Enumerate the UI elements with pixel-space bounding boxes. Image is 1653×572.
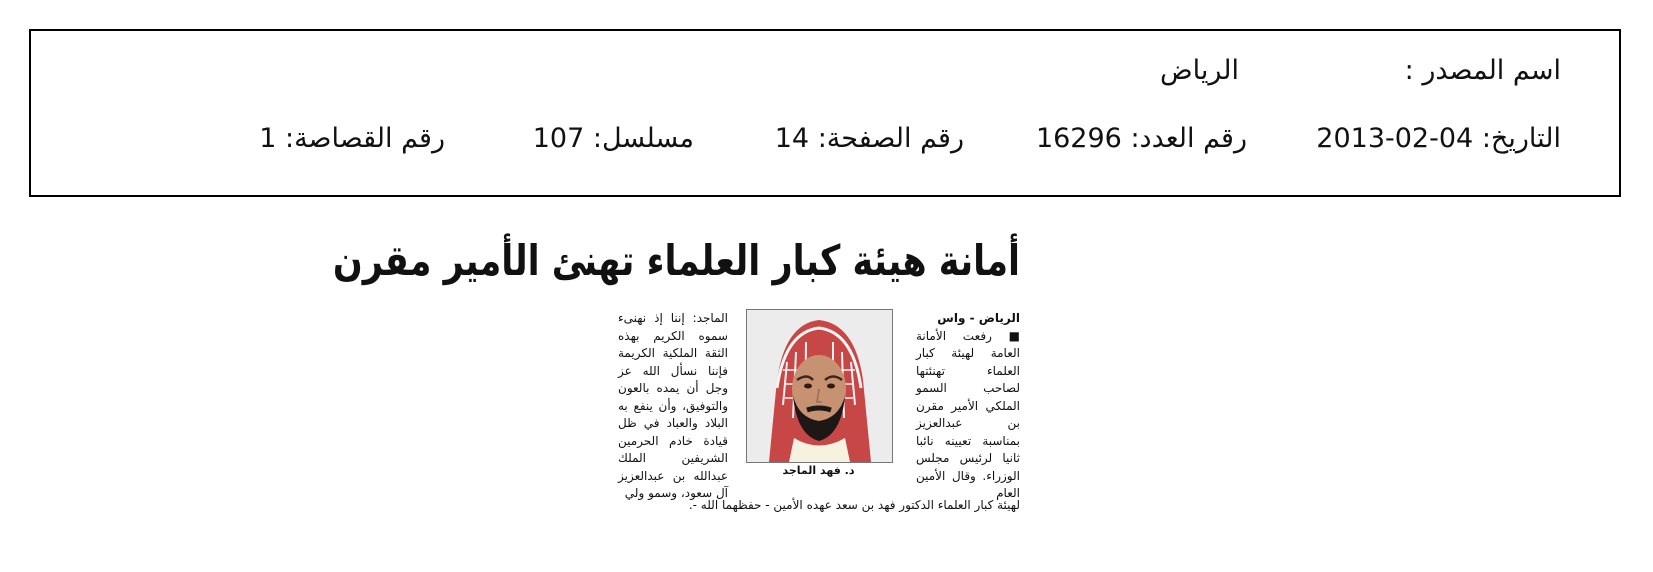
page-value: 14	[774, 123, 810, 154]
portrait-photo	[746, 309, 893, 463]
source-info-box	[29, 29, 1621, 197]
article-right-text: ■ رفعت الأمانة العامة لهيئة كبار العلماء تهنئتها لصاحب السمو الملكي الأمير مقرن بن عبدالعزيز بمناسبة تعيينه نائبا ثانيا لرئيس مجلس الوزراء. وقال الأمين العام	[916, 328, 1020, 500]
date-field	[1316, 123, 1561, 154]
date-label: التاريخ:	[1481, 123, 1561, 154]
issue-value: 16296	[1035, 123, 1122, 154]
photo-caption: د. فهد الماجد	[782, 464, 855, 477]
source-label: اسم المصدر :	[1404, 55, 1561, 86]
issue-label: رقم العدد:	[1130, 123, 1247, 154]
article-headline: أمانة هيئة كبار العلماء تهنئ الأمير مقرن	[332, 238, 1020, 286]
source-value: الرياض	[1159, 55, 1239, 86]
clip-field	[259, 123, 445, 154]
page-field	[775, 123, 964, 154]
serial-value: 107	[532, 123, 585, 154]
clip-value: 1	[259, 123, 277, 154]
article-bottom-line: لهيئة كبار العلماء الدكتور فهد بن سعد عهده الأمين - حفظهما الله -.	[688, 498, 1020, 512]
clip-label: رقم القصاصة:	[284, 123, 445, 154]
news-clipping	[332, 238, 1028, 556]
serial-field	[533, 123, 694, 154]
issue-field	[1036, 123, 1247, 154]
page-label: رقم الصفحة:	[817, 123, 964, 154]
article-left-column: الماجد: إننا إذ نهنىء سموه الكريم بهذه الثقة الملكية الكريمة فإننا نسأل الله عز وجل أن يمده بالعون والتوفيق، وأن ينفع به البلاد والعباد في ظل قيادة خادم الحرمين الشريفين الملك عبدالله بن عبدالعزيز آل سعود، وسمو ولي	[618, 311, 728, 500]
portrait-illustration	[747, 310, 892, 462]
date-value: 2013-02-04	[1316, 123, 1474, 154]
article-right-column	[916, 310, 1020, 503]
article-dateline: الرياض - واس	[937, 311, 1020, 325]
serial-label: مسلسل:	[592, 123, 694, 154]
